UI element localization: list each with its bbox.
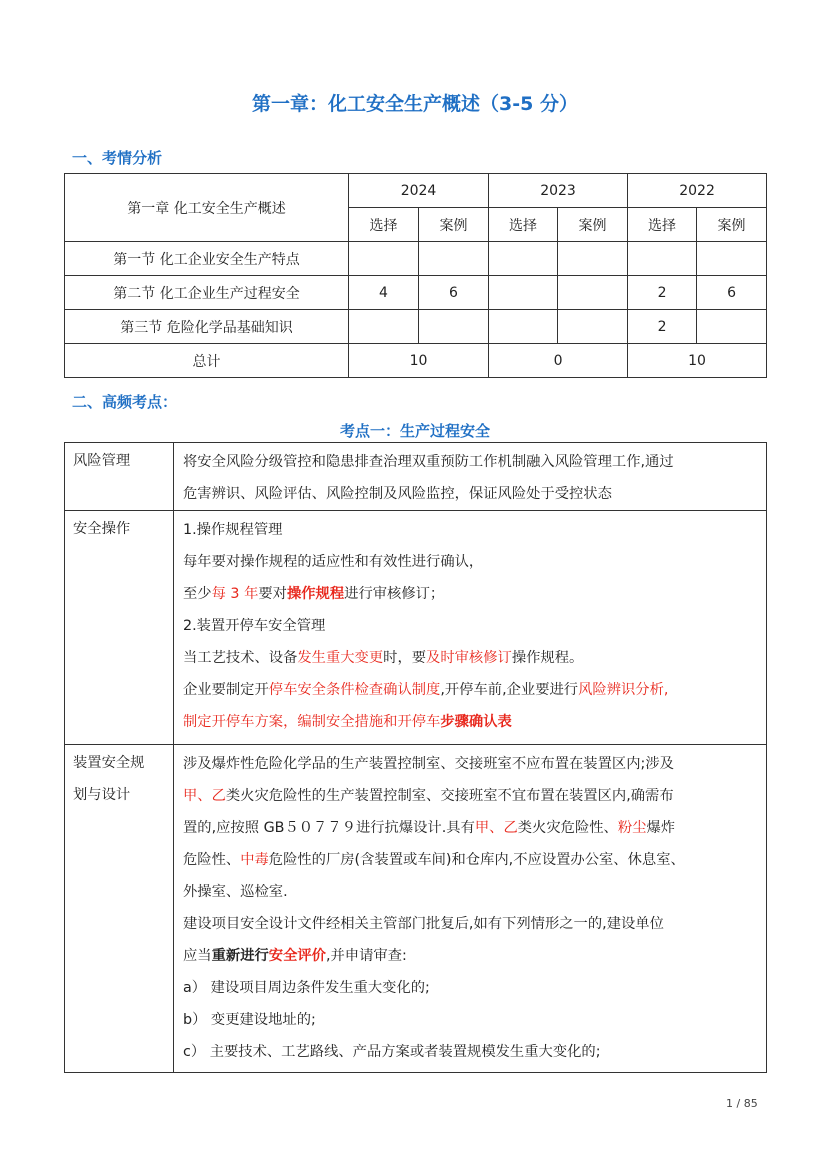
year-header: 2023	[489, 174, 628, 208]
table-cell	[697, 242, 767, 276]
text-run: 危险性的厂房(含装置或车间)和仓库内,不应设置办公室、休息室、	[268, 852, 685, 868]
table-row	[65, 242, 767, 276]
text-line: b） 变更建设地址的;	[183, 1012, 316, 1028]
table-cell	[558, 310, 628, 344]
highlight-text: 安全评价	[268, 948, 326, 964]
table-cell	[489, 276, 558, 310]
text-line: 危害辨识、风险评估、风险控制及风险监控，保证风险处于受控状态	[183, 486, 612, 502]
text-run: 当工艺技术、设备	[183, 650, 298, 666]
text-run: 至少	[183, 586, 212, 602]
sub-header: 案例	[697, 208, 767, 242]
key-point-title: 考点一：生产过程安全	[339, 422, 490, 440]
text-run: ,开停车前,企业要进行	[440, 682, 579, 698]
highlight-text: 操作规程	[286, 586, 345, 602]
highlight-text: 停车安全条件检查确认制度	[268, 682, 441, 698]
text-run: 类火灾危险性的生产装置控制室、交接班室不宜布置在装置区内,确需布	[225, 788, 674, 804]
table-cell: 6	[697, 276, 767, 310]
table-cell	[628, 242, 697, 276]
year-header: 2024	[349, 174, 489, 208]
table-cell	[489, 310, 558, 344]
sub-header: 选择	[628, 208, 697, 242]
text-line: c） 主要技术、工艺路线、产品方案或者装置规模发生重大变化的;	[183, 1044, 601, 1060]
highlight-text: 中毒	[240, 852, 269, 868]
text-line: 涉及爆炸性危险化学品的生产装置控制室、交接班室不应布置在装置区内;涉及	[183, 756, 674, 772]
sub-header: 案例	[419, 208, 489, 242]
text-run: 爆炸	[646, 820, 676, 836]
text-line: 每年要对操作规程的适应性和有效性进行确认，	[183, 554, 484, 570]
text-line	[183, 642, 760, 674]
table-cell	[558, 276, 628, 310]
text-line	[183, 940, 760, 972]
section-heading-analysis: 一、考情分析	[72, 149, 163, 167]
highlight-text: 每 3 年	[211, 586, 259, 602]
text-line: 将安全风险分级管控和隐患排查治理双重预防工作机制融入风险管理工作,通过	[183, 454, 674, 470]
total-value: 10	[628, 344, 767, 378]
key-point-table	[64, 442, 767, 1073]
table-cell	[349, 310, 419, 344]
text-run: ,并申请审查:	[325, 948, 407, 964]
text-run: 时，要	[383, 650, 427, 666]
row-label-line: 划与设计	[73, 787, 131, 803]
highlight-text: 制定开停车方案，编制安全措施和开停车	[183, 714, 441, 730]
table-row	[65, 276, 767, 310]
text-line: 建设项目安全设计文件经相关主管部门批复后,如有下列情形之一的,建设单位	[183, 916, 664, 932]
text-run: 置的,应按照 GB５０７７９进行抗爆设计.具有	[183, 820, 475, 836]
highlight-text: 风险辨识分析,	[578, 682, 669, 698]
highlight-text: 发生重大变更	[297, 650, 384, 666]
text-line: 外操室、巡检室.	[183, 884, 288, 900]
highlight-text: 甲、乙	[474, 820, 518, 836]
row-device-design	[65, 745, 767, 1073]
year-header: 2022	[628, 174, 767, 208]
table-cell	[489, 242, 558, 276]
row-name: 第三节 危险化学品基础知识	[65, 310, 349, 344]
total-value: 0	[489, 344, 628, 378]
row-safe-operation	[65, 511, 767, 745]
page-title: 第一章：化工安全生产概述（3-5 分）	[252, 93, 578, 115]
highlight-text: 粉尘	[617, 820, 647, 836]
text-run: 应当	[183, 948, 212, 964]
text-run: 危险性、	[183, 852, 241, 868]
table-header-chapter: 第一章 化工安全生产概述	[65, 174, 349, 242]
table-cell	[697, 310, 767, 344]
row-label-risk: 风险管理	[65, 443, 174, 511]
table-cell	[419, 242, 489, 276]
text-run: 企业要制定开	[183, 682, 269, 698]
sub-header: 选择	[349, 208, 419, 242]
table-row-total	[65, 344, 767, 378]
row-risk-management	[65, 443, 767, 511]
row-label-line: 装置安全规	[73, 755, 145, 771]
text-line: 1.操作规程管理	[183, 522, 283, 538]
text-line	[183, 812, 760, 844]
text-run: 类火灾危险性、	[517, 820, 618, 836]
table-cell: 6	[419, 276, 489, 310]
row-name: 第一节 化工企业安全生产特点	[65, 242, 349, 276]
text-line	[183, 706, 760, 738]
table-cell	[558, 242, 628, 276]
section-heading-highfreq: 二、高频考点：	[72, 393, 178, 411]
text-run: 要对	[258, 586, 287, 602]
highlight-text: 甲、乙	[183, 788, 226, 804]
text-line	[183, 674, 760, 706]
row-label-operation: 安全操作	[65, 511, 174, 745]
sub-header: 案例	[558, 208, 628, 242]
highlight-text: 步骤确认表	[440, 714, 512, 730]
table-row	[65, 310, 767, 344]
total-value: 10	[349, 344, 489, 378]
sub-header: 选择	[489, 208, 558, 242]
text-line: a） 建设项目周边条件发生重大变化的;	[183, 980, 430, 996]
text-line	[183, 780, 760, 812]
highlight-text: 及时审核修订	[426, 650, 512, 666]
table-cell: 2	[628, 276, 697, 310]
text-line: 2.装置开停车安全管理	[183, 618, 326, 634]
total-label: 总计	[65, 344, 349, 378]
table-cell	[349, 242, 419, 276]
page-number: 1 / 85	[726, 1097, 758, 1110]
table-cell: 2	[628, 310, 697, 344]
row-name: 第二节 化工企业生产过程安全	[65, 276, 349, 310]
table-cell: 4	[349, 276, 419, 310]
row-label-design	[65, 745, 174, 1073]
text-run: 操作规程。	[511, 650, 584, 666]
table-cell	[419, 310, 489, 344]
exam-analysis-table	[64, 173, 767, 378]
text-line	[183, 578, 760, 610]
text-line	[183, 844, 760, 876]
bold-text: 重新进行	[211, 948, 269, 964]
text-run: 进行审核修订；	[344, 586, 445, 602]
